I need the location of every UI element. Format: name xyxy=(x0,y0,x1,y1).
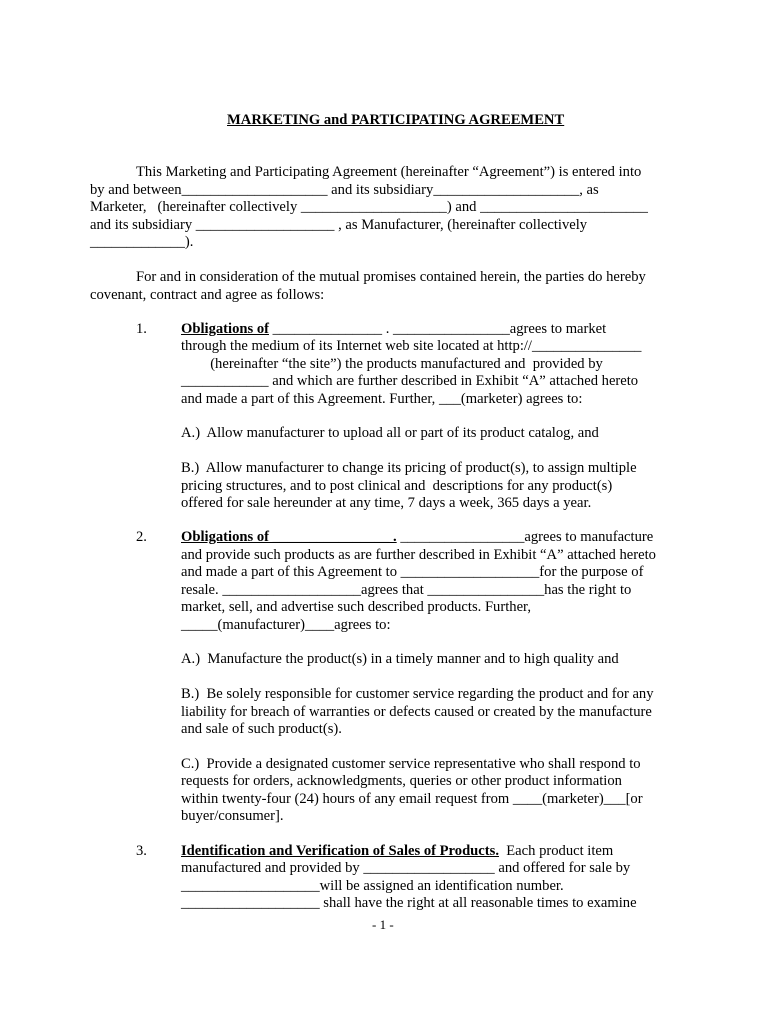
intro-line: by and between____________________ and its subsidiary____________________, as xyxy=(90,182,599,198)
section-line: ___________________will be assigned an identification number. xyxy=(181,878,564,894)
section-heading: Identification and Verification of Sales of Products. xyxy=(181,843,499,859)
section-heading-rest: _________________agrees to manufacture xyxy=(396,529,654,545)
section-line: ____________ and which are further described in Exhibit “A” attached hereto xyxy=(181,373,639,389)
section-line: manufactured and provided by __________________ and offered for sale by xyxy=(181,860,631,876)
section-number: 3. xyxy=(136,843,147,859)
intro-line: Marketer, (hereinafter collectively ____________________) and _______________________ xyxy=(90,199,648,215)
subitem-line: within twenty-four (24) hours of any email request from ____(marketer)___[or xyxy=(181,791,643,807)
consideration-line: covenant, contract and agree as follows: xyxy=(90,287,325,303)
subitem-line: buyer/consumer]. xyxy=(181,808,284,824)
section-heading-line xyxy=(181,528,653,546)
intro-line: _____________). xyxy=(90,234,194,250)
subitem-line: pricing structures, and to post clinical and descriptions for any product(s) xyxy=(181,478,613,494)
section-heading-rest: Each product item xyxy=(498,843,614,859)
section-line: ___________________ shall have the right at all reasonable times to examine xyxy=(181,895,637,911)
section-line: and made a part of this Agreement. Further, ___(marketer) agrees to: xyxy=(181,391,583,407)
page-number: - 1 - xyxy=(372,917,394,932)
subitem-line: C.) Provide a designated customer service representative who shall respond to xyxy=(181,756,641,772)
section-heading: Obligations of xyxy=(181,321,269,337)
subitem-line: B.) Allow manufacturer to change its pricing of product(s), to assign multiple xyxy=(181,460,637,476)
document-title: MARKETING and PARTICIPATING AGREEMENT xyxy=(227,112,565,128)
intro-line: and its subsidiary ___________________ , as Manufacturer, (hereinafter collectively xyxy=(90,217,588,233)
section-line: (hereinafter “the site”) the products manufactured and provided by xyxy=(181,356,603,372)
subitem-line: A.) Allow manufacturer to upload all or part of its product catalog, and xyxy=(181,425,599,441)
intro-line: This Marketing and Participating Agreement (hereinafter “Agreement”) is entered into xyxy=(136,164,642,180)
section-heading: Obligations of ________________ . xyxy=(181,529,397,545)
section-number: 1. xyxy=(136,321,147,337)
subitem-line: requests for orders, acknowledgments, queries or other product information xyxy=(181,773,622,789)
section-line: and provide such products as are further described in Exhibit “A” attached hereto xyxy=(181,547,656,563)
section-line: and made a part of this Agreement to ___________________for the purpose of xyxy=(181,564,644,580)
subitem-line: and sale of such product(s). xyxy=(181,721,342,737)
subitem-line: liability for breach of warranties or defects caused or created by the manufacture xyxy=(181,704,652,720)
subitem-line: A.) Manufacture the product(s) in a timely manner and to high quality and xyxy=(181,651,619,667)
consideration-line: For and in consideration of the mutual promises contained herein, the parties do hereby xyxy=(136,269,646,285)
section-heading-rest: _______________ . ________________agrees to market xyxy=(268,321,607,337)
section-heading-line xyxy=(181,320,606,338)
section-line: _____(manufacturer)____agrees to: xyxy=(181,617,391,633)
subitem-line: B.) Be solely responsible for customer service regarding the product and for any xyxy=(181,686,654,702)
section-number: 2. xyxy=(136,529,147,545)
section-line: market, sell, and advertise such described products. Further, xyxy=(181,599,531,615)
section-line: resale. ___________________agrees that ________________has the right to xyxy=(181,582,632,598)
section-line: through the medium of its Internet web site located at http://_______________ xyxy=(181,338,642,354)
section-heading-line xyxy=(181,842,613,860)
subitem-line: offered for sale hereunder at any time, 7 days a week, 365 days a year. xyxy=(181,495,592,511)
